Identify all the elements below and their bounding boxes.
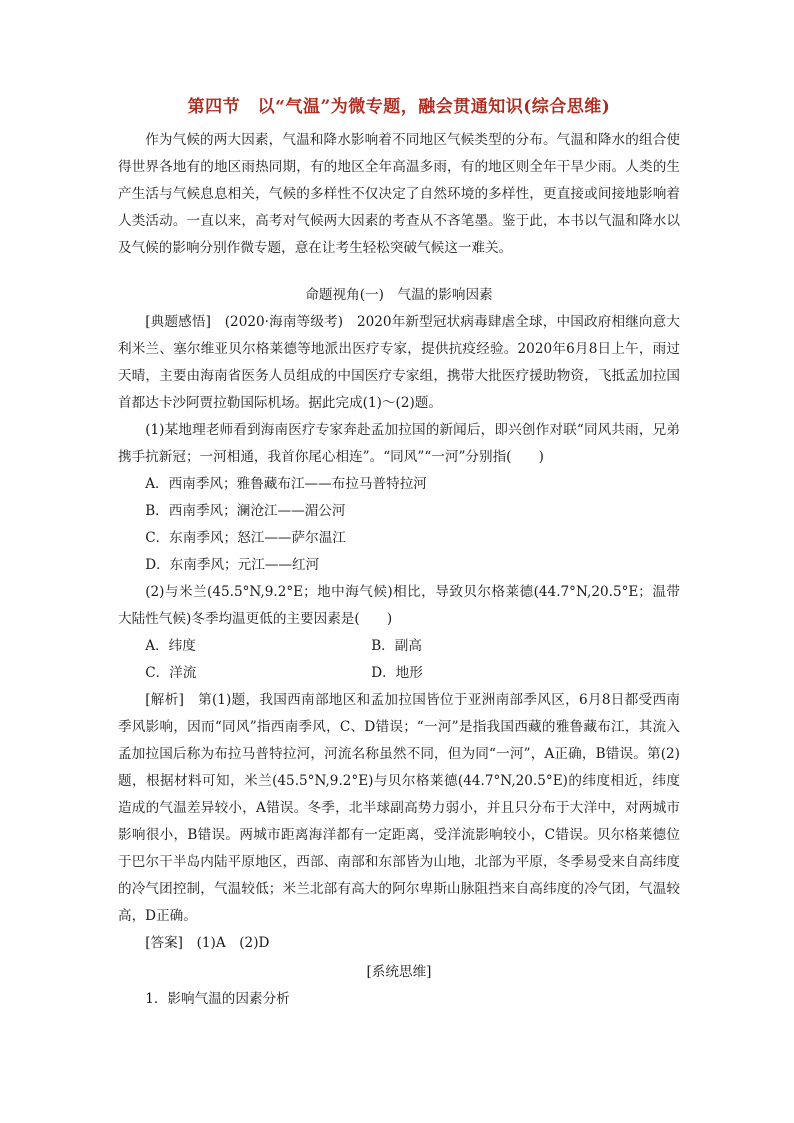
q2-option-a: A．纬度 <box>145 638 196 654</box>
spacer <box>118 262 680 282</box>
system-heading: [系统思维] <box>366 964 432 980</box>
answer-line: [答案] (1)A (2)D <box>145 935 270 951</box>
q1-option-c: C．东南季风；怒江——萨尔温江 <box>145 530 346 546</box>
q2-option-b: B．副高 <box>371 638 422 654</box>
q1-option-d: D．东南季风；元江——红河 <box>145 557 320 573</box>
q2-options-row-1 <box>118 633 680 660</box>
intro-paragraph: 作为气候的两大因素，气温和降水影响着不同地区气候类型的分布。气温和降水的组合使得世界各地有的地区雨热同期，有的地区全年高温多雨，有的地区则全年干旱少雨。人类的生产生活与气候息息相关，气候的多样性不仅决定了自然环境的多样性，更直接或间接地影响着人类活动。一直以来，高考对气候两大因素的考查从不吝笔墨。鉴于此，本书以气温和降水以及气候的影响分别作微专题，意在让考生轻松突破气候这一难关。 <box>118 132 680 256</box>
q2-option-c: C．洋流 <box>145 665 197 681</box>
q2-options-row-2 <box>118 660 680 687</box>
question-1: (1)某地理老师看到海南医疗专家奔赴孟加拉国的新闻后，即兴创作对联“同风共雨，兄弟携手抗新冠；一河相通，我首你尾心相连”。“同风”“一河”分别指( ) <box>118 422 680 465</box>
q2-option-d: D．地形 <box>371 665 423 681</box>
analysis-paragraph: [解析] 第(1)题，我国西南部地区和孟加拉国皆位于亚洲南部季风区，6月8日都受西南季风影响，因而“同风”指西南季风，C、D错误；“一河”是指我国西藏的雅鲁藏布江，其流入孟加拉国后称为布拉马普特拉河，河流名称虽然不同，但为同“一河”，A正确，B错误。第(2)题，根据材料可知，米兰(45.5°N,9.2°E)与贝尔格莱德(44.7°N,20.5°E)的纬度相近，纬度造成的气温差异较小，A错误。冬季，北半球副高势力弱小，并且只分布于大洋中，对两城市影响很小，B错误。两城市距离海洋都有一定距离，受洋流影响较小，C错误。贝尔格莱德位于巴尔干半岛内陆平原地区，西部、南部和东部皆为山地，北部为平原，冬季易受来自高纬度的冷气团控制，气温较低；米兰北部有高大的阿尔卑斯山脉阻挡来自高纬度的冷气团，气温较高，D正确。 <box>118 692 680 924</box>
item-1-heading: 1．影响气温的因素分析 <box>145 991 290 1007</box>
section-heading: 命题视角(一) 气温的影响因素 <box>305 287 493 303</box>
section-title: 第四节 以“气温”为微专题，融会贯通知识(综合思维) <box>187 97 611 117</box>
document-page <box>118 92 680 1013</box>
question-2: (2)与米兰(45.5°N,9.2°E；地中海气候)相比，导致贝尔格莱德(44.7°N,20.5°E；温带大陆性气候)冬季均温更低的主要因素是( ) <box>118 584 680 627</box>
example-paragraph: [典题感悟] (2020·海南等级考) 2020年新型冠状病毒肆虐全球，中国政府相继向意大利米兰、塞尔维亚贝尔格莱德等地派出医疗专家，提供抗疫经验。2020年6月8日上午，雨过天晴，主要由海南省医务人员组成的中国医疗专家组，携带大批医疗援助物资，飞抵孟加拉国首都达卡沙阿贾拉勒国际机场。据此完成(1)～(2)题。 <box>118 314 680 411</box>
q1-option-b: B．西南季风；澜沧江——湄公河 <box>145 503 346 519</box>
q1-option-a: A．西南季风；雅鲁藏布江——布拉马普特拉河 <box>145 476 427 492</box>
